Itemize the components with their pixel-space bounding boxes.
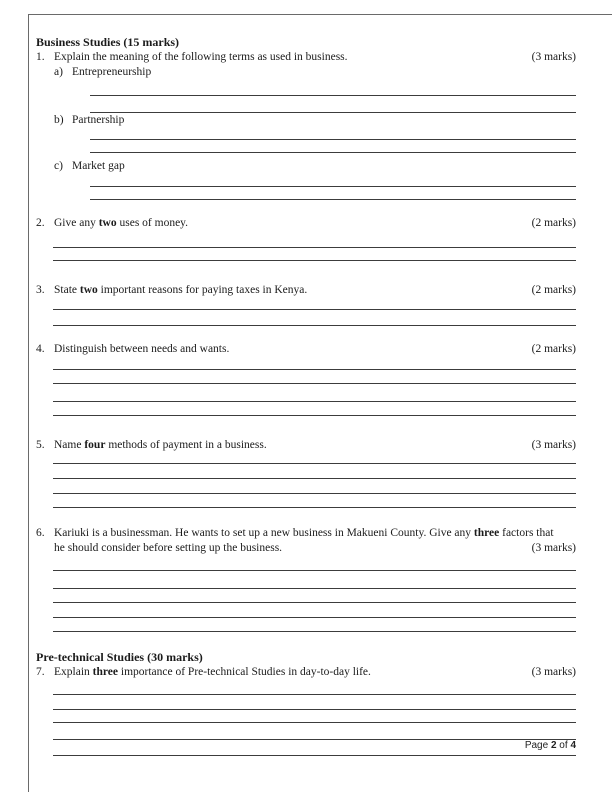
question-text (54, 342, 576, 357)
question-text (54, 526, 576, 556)
page-border-top (28, 14, 612, 15)
question-text (54, 438, 576, 453)
question-number: 2. (36, 217, 45, 229)
question-text-part: Distinguish between needs and wants. (54, 343, 230, 355)
question-text-part: he should consider before setting up the business. (54, 542, 283, 554)
marks-label: (3 marks) (531, 666, 576, 678)
question-text-bold: two (98, 217, 117, 229)
question-number: 4. (36, 343, 45, 355)
subitem-a (54, 65, 576, 80)
answer-line (53, 740, 576, 756)
subitem-text: Entrepreneurship (72, 66, 152, 78)
page-number-footer (525, 740, 576, 751)
section-heading-business-studies: Business Studies (15 marks) (36, 35, 180, 49)
question-text (54, 50, 576, 65)
subitem-label: b) (54, 114, 64, 126)
answer-line (90, 80, 576, 96)
footer-page-total: 4 (570, 740, 576, 751)
question-text-bold: four (84, 439, 106, 451)
question-text-part: methods of payment in a business. (105, 439, 267, 451)
question-text-part: importance of Pre-technical Studies in day-to-day life. (118, 666, 371, 678)
question-4 (36, 342, 576, 357)
question-text-bold: three (473, 527, 500, 539)
question-text-part: important reasons for paying taxes in Kenya. (97, 284, 308, 296)
answer-line (90, 96, 576, 113)
question-text-part: Name (54, 439, 85, 451)
answer-line (53, 589, 576, 603)
answer-line (53, 618, 576, 632)
question-text-part: uses of money. (116, 217, 189, 229)
answer-line (90, 128, 576, 140)
subitem-label: c) (54, 160, 63, 172)
answer-line (53, 402, 576, 416)
answer-line (53, 680, 576, 695)
question-number: 5. (36, 439, 45, 451)
answer-line (53, 494, 576, 508)
answer-line (53, 370, 576, 384)
question-number: 7. (36, 666, 45, 678)
question-text (54, 665, 576, 680)
answer-line (53, 384, 576, 402)
question-3 (36, 283, 576, 298)
answer-line (53, 231, 576, 248)
footer-text-part: of (556, 740, 571, 751)
answer-line (53, 298, 576, 310)
question-7 (36, 665, 576, 680)
answer-line (53, 479, 576, 494)
question-text-part: State (54, 284, 80, 296)
marks-label: (2 marks) (531, 343, 576, 355)
answer-line (53, 710, 576, 723)
footer-text-part: Page (524, 740, 551, 751)
question-text (54, 283, 576, 298)
page-border-left (28, 14, 29, 792)
marks-label: (2 marks) (531, 284, 576, 296)
question-text-part: Explain (54, 666, 93, 678)
subitem-label: a) (54, 66, 63, 78)
question-2 (36, 216, 576, 231)
answer-line (90, 174, 576, 187)
answer-line (53, 248, 576, 261)
answer-line (53, 453, 576, 464)
question-5 (36, 438, 576, 453)
question-1 (36, 50, 576, 65)
subitem-text: Partnership (72, 114, 125, 126)
marks-label: (3 marks) (531, 51, 576, 63)
answer-line (53, 310, 576, 326)
subitem-text: Market gap (72, 160, 125, 172)
answer-line (53, 556, 576, 571)
marks-label: (3 marks) (531, 439, 576, 451)
answer-line (53, 571, 576, 589)
answer-line (90, 140, 576, 153)
answer-line (53, 464, 576, 479)
question-text-bold: two (79, 284, 98, 296)
answer-line (53, 695, 576, 710)
answer-line (53, 603, 576, 618)
subitem-c (54, 159, 576, 174)
question-text-part: Explain the meaning of the following terms as used in business. (54, 51, 348, 63)
answer-line (53, 357, 576, 370)
question-text-part: Give any (54, 217, 99, 229)
question-number: 6. (36, 527, 45, 539)
marks-label: (2 marks) (531, 217, 576, 229)
question-number: 3. (36, 284, 45, 296)
question-6 (36, 526, 576, 556)
section-heading-pre-technical: Pre-technical Studies (30 marks) (36, 650, 203, 664)
marks-label: (3 marks) (531, 542, 576, 554)
question-text-part: Kariuki is a businessman. He wants to set up a new business in Makueni County. Give any (54, 527, 474, 539)
footer-page-current: 2 (550, 740, 557, 751)
question-text-part: factors that (499, 527, 554, 539)
question-text (54, 216, 576, 231)
question-text-bold: three (92, 666, 118, 678)
page-content (36, 35, 576, 756)
subitem-b (54, 113, 576, 128)
question-number: 1. (36, 51, 45, 63)
answer-line (90, 187, 576, 200)
answer-line (53, 723, 576, 740)
